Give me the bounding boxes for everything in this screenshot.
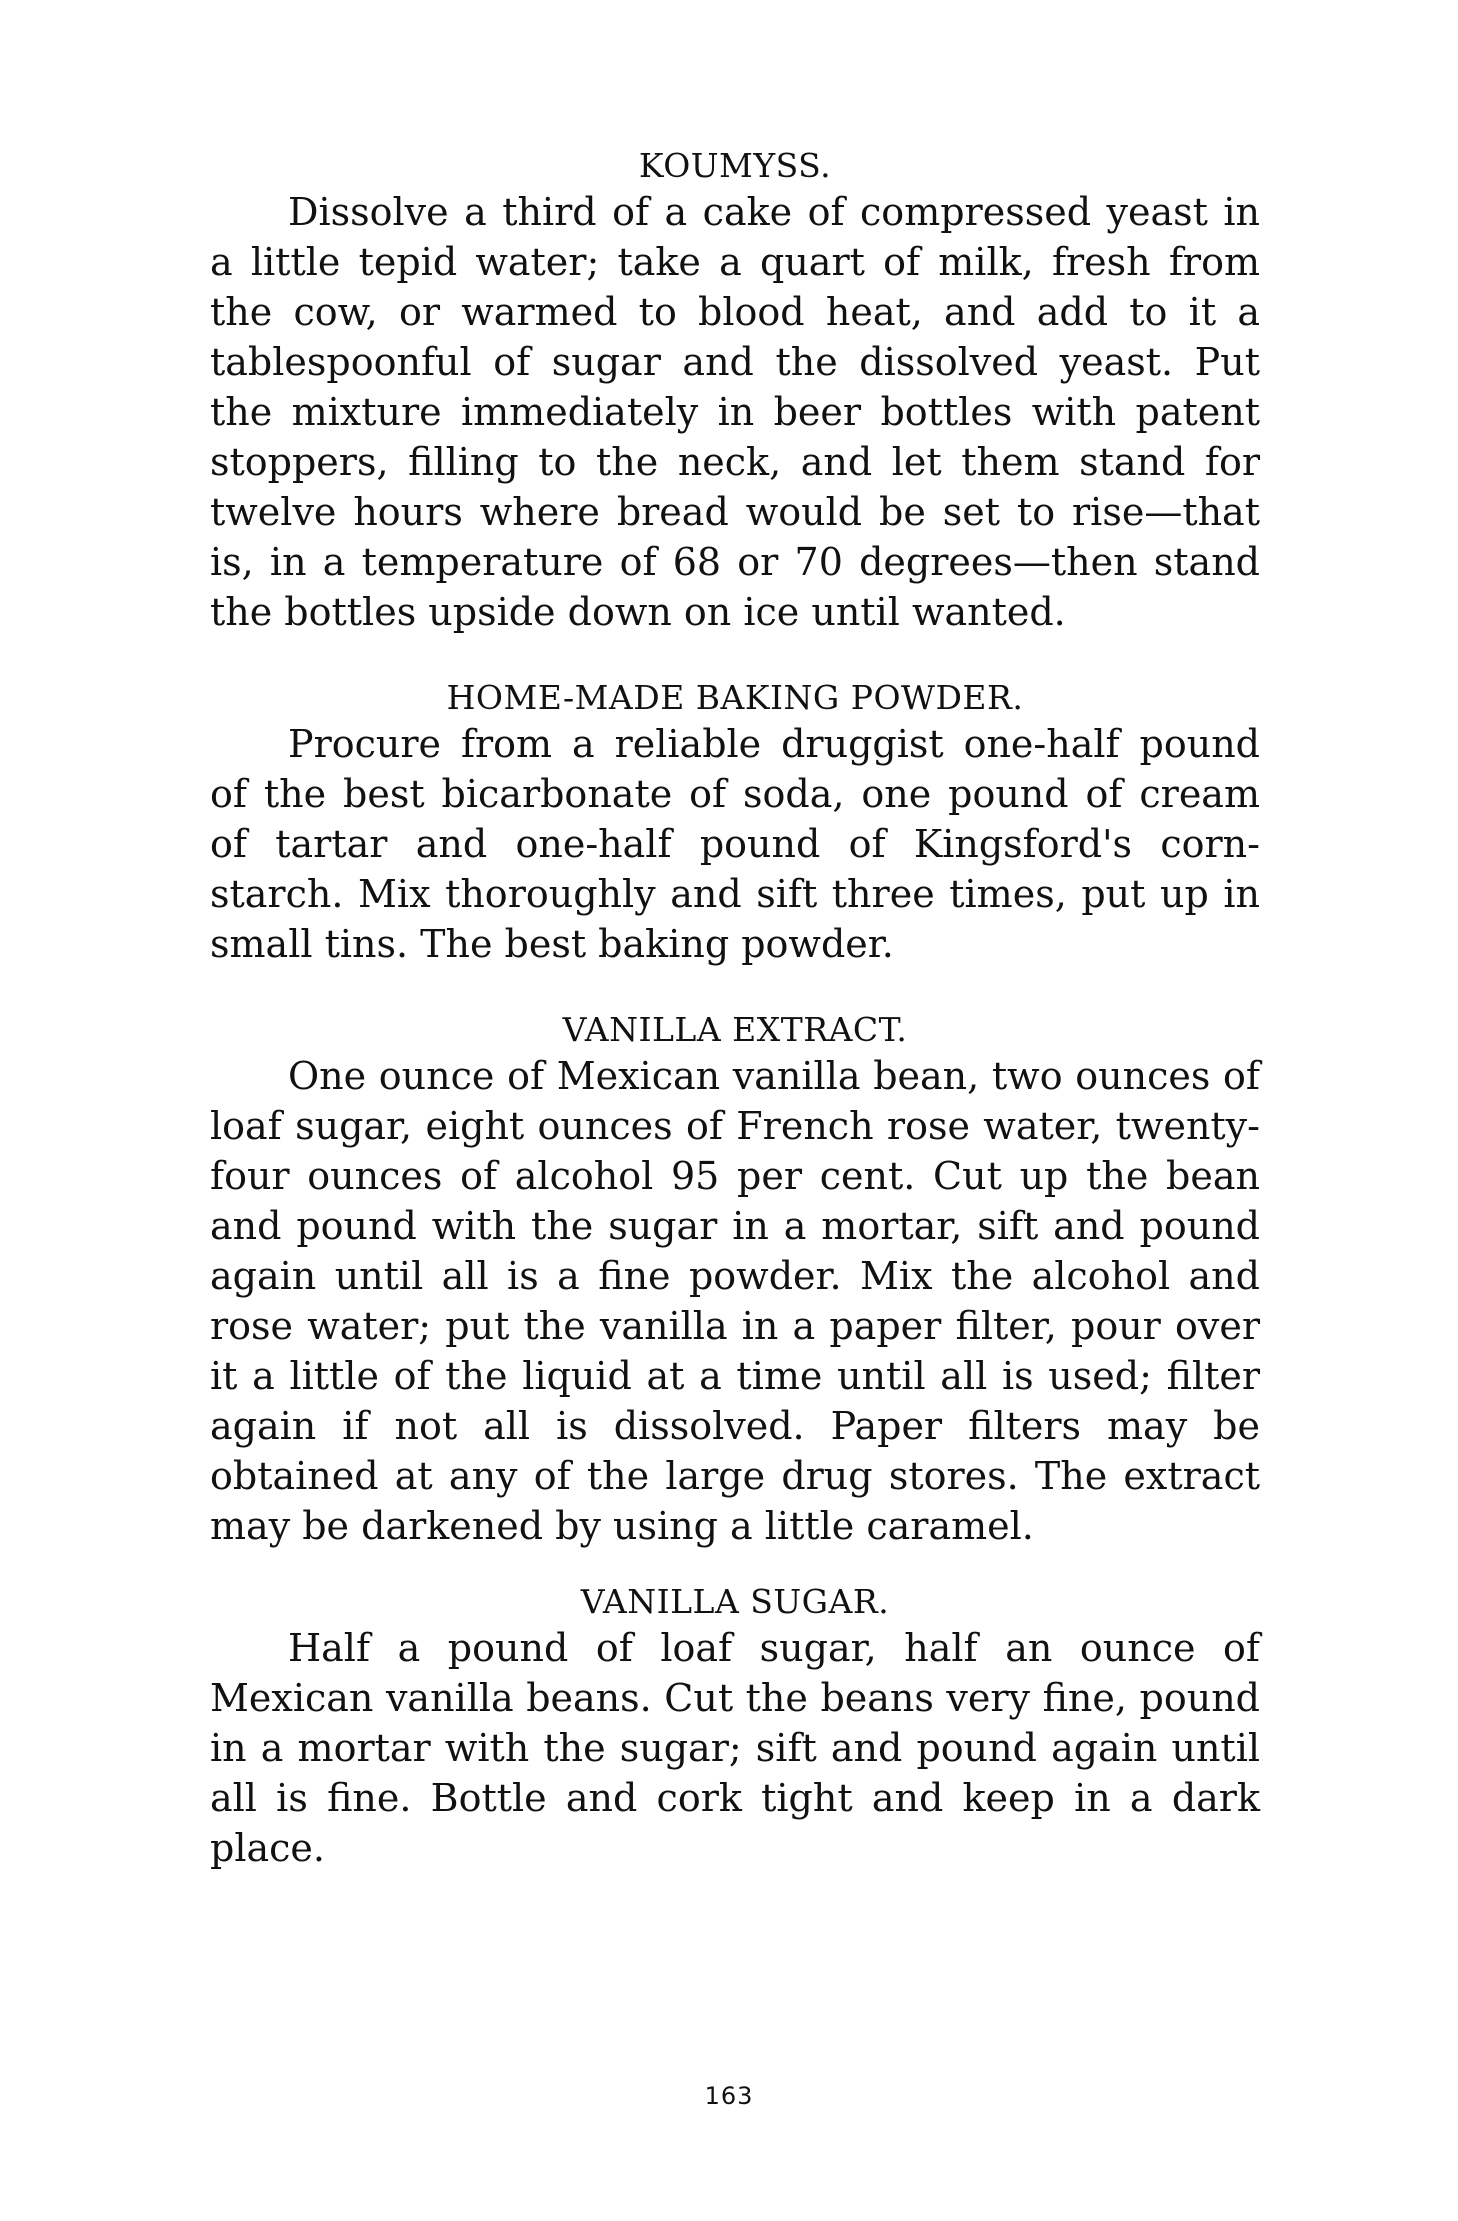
recipe-title: VANILLA SUGAR. (580, 1582, 890, 1621)
recipe-body: Procure from a reliable druggist one-half pound of the best bicarbonate of soda, one pound of cream of tartar and one-half pound of Kingsford's corn-starch. Mix thoroughly and sift three times, put up in small tins. The best baking powder. (210, 722, 1260, 966)
recipe-body: One ounce of Mexican vanilla bean, two ounces of loaf sugar, eight ounces of French rose water, twenty-four ounces of alcohol 95 per cent. Cut up the bean and pound with the sugar in a mortar, sift and pound again until all is a fine powder. Mix the alcohol and rose water; put the vanilla in a paper filter, pour over it a little of the liquid at a time until all is used; filter again if not all is dissolved. Paper filters may be obtained at any of the large drug stores. The extract may be darkened by using a little caramel. (210, 1054, 1260, 1548)
recipe-title: KOUMYSS. (638, 146, 832, 185)
text-column (210, 145, 1260, 1873)
spacer (210, 969, 1260, 1009)
recipe-home-made-baking-powder (210, 677, 1260, 969)
recipe-vanilla-extract (210, 1009, 1260, 1551)
recipe-title: VANILLA EXTRACT. (562, 1010, 908, 1049)
spacer (210, 637, 1260, 677)
page-number: 163 (704, 2082, 754, 2110)
recipe-title: HOME-MADE BAKING POWDER. (446, 678, 1024, 717)
recipe-body: Dissolve a third of a cake of compressed yeast in a little tepid water; take a quart of milk, fresh from the cow, or warmed to blood heat, and add to it a tablespoonful of sugar and the dissolved yeast. Put the mixture immediately in beer bottles with patent stoppers, filling to the neck, and let them stand for twelve hours where bread would be set to rise—that is, in a temperature of 68 or 70 degrees—then stand the bottles upside down on ice until wanted. (210, 190, 1260, 634)
recipe-body: Half a pound of loaf sugar, half an ounce of Mexican vanilla beans. Cut the beans very fine, pound in a mortar with the sugar; sift and pound again until all is fine. Bottle and cork tight and keep in a dark place. (210, 1626, 1260, 1870)
recipe-koumyss (210, 145, 1260, 637)
spacer (210, 1551, 1260, 1581)
recipe-vanilla-sugar (210, 1581, 1260, 1873)
